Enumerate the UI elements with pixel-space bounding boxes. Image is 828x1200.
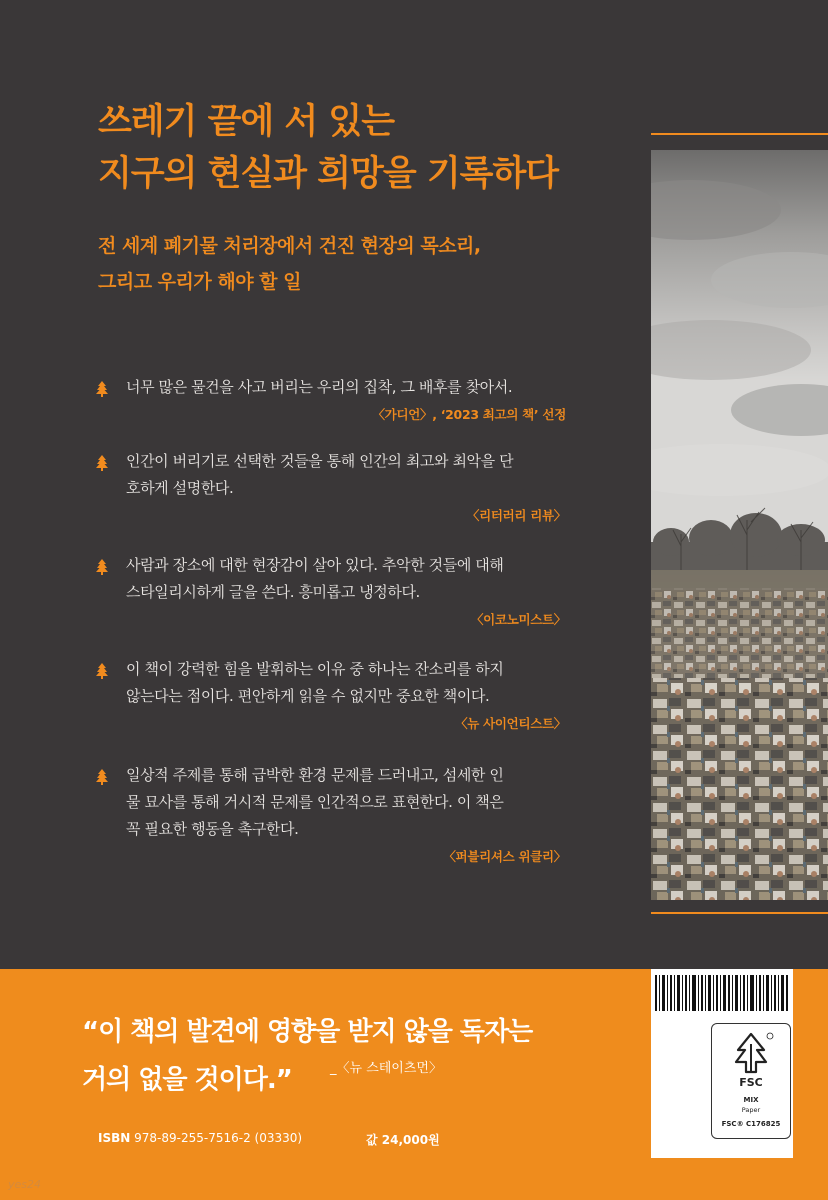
review-list bbox=[96, 374, 566, 869]
review-item bbox=[96, 656, 566, 762]
review-source: 〈가디언〉, ‘2023 최고의 책’ 선정 bbox=[372, 407, 566, 422]
review-source: 〈이코노미스트〉 bbox=[470, 612, 566, 627]
subheadline-line-2: 그리고 우리가 해야 할 일 bbox=[98, 271, 301, 293]
subheadline bbox=[98, 228, 481, 300]
review-text: 이 책이 강력한 힘을 발휘하는 이유 중 하나는 잔소리를 하지 않는다는 점이다. 편안하게 읽을 수 없지만 중요한 책이다. bbox=[126, 660, 504, 705]
fsc-mix: MIX bbox=[743, 1096, 759, 1104]
landfill-photo bbox=[651, 150, 828, 900]
tree-icon bbox=[96, 559, 108, 575]
tree-icon bbox=[96, 769, 108, 785]
headline-line-2: 지구의 현실과 희망을 기록하다 bbox=[98, 154, 559, 194]
tree-icon bbox=[96, 663, 108, 679]
review-item bbox=[96, 762, 566, 869]
pull-quote: “이 책의 발견에 영향을 받지 않을 독자는 거의 없을 것이다.” bbox=[82, 1017, 533, 1095]
tree-icon bbox=[96, 455, 108, 471]
fsc-name: FSC bbox=[739, 1076, 763, 1089]
photo-bottom-rule bbox=[651, 912, 828, 914]
review-source: 〈리터러리 리뷰〉 bbox=[466, 508, 566, 523]
review-item bbox=[96, 448, 566, 552]
review-text: 너무 많은 물건을 사고 버리는 우리의 집착, 그 배후를 찾아서. bbox=[126, 378, 513, 396]
price: 값 24,000원 bbox=[366, 1133, 440, 1147]
quote-source: _〈뉴 스테이츠먼〉 bbox=[330, 1061, 442, 1076]
fsc-paper: Paper bbox=[741, 1106, 761, 1114]
barcode-icon bbox=[651, 969, 793, 1015]
subheadline-line-1: 전 세계 폐기물 처리장에서 건진 현장의 목소리, bbox=[98, 235, 481, 257]
headline-line-1: 쓰레기 끝에 서 있는 bbox=[98, 102, 395, 142]
isbn-label: ISBN bbox=[98, 1131, 131, 1145]
fsc-tree-icon bbox=[726, 1030, 776, 1076]
review-source: 〈뉴 사이언티스트〉 bbox=[455, 716, 566, 731]
review-text: 사람과 장소에 대한 현장감이 살아 있다. 추악한 것들에 대해 스타일리시하게 글을 쓴다. 흥미롭고 냉정하다. bbox=[126, 556, 504, 601]
fsc-code: FSC® C176825 bbox=[721, 1120, 781, 1128]
headline bbox=[98, 96, 558, 200]
review-source: 〈퍼블리셔스 위클리〉 bbox=[443, 849, 566, 864]
barcode-panel bbox=[651, 969, 793, 1158]
isbn-number: 978-89-255-7516-2 (03330) bbox=[134, 1131, 303, 1145]
review-text: 인간이 버리기로 선택한 것들을 통해 인간의 최고와 최악을 단 호하게 설명한다. bbox=[126, 452, 514, 497]
review-item bbox=[96, 552, 566, 656]
isbn bbox=[98, 1131, 302, 1145]
watermark: yes24 bbox=[8, 1178, 42, 1191]
review-item bbox=[96, 374, 566, 448]
fsc-certification bbox=[711, 1023, 791, 1139]
photo-top-rule bbox=[651, 133, 828, 135]
review-text: 일상적 주제를 통해 급박한 환경 문제를 드러내고, 섬세한 인 물 묘사를 통해 거시적 문제를 인간적으로 표현한다. 이 책은 꼭 필요한 행동을 촉구한다. bbox=[126, 766, 504, 838]
tree-icon bbox=[96, 381, 108, 397]
